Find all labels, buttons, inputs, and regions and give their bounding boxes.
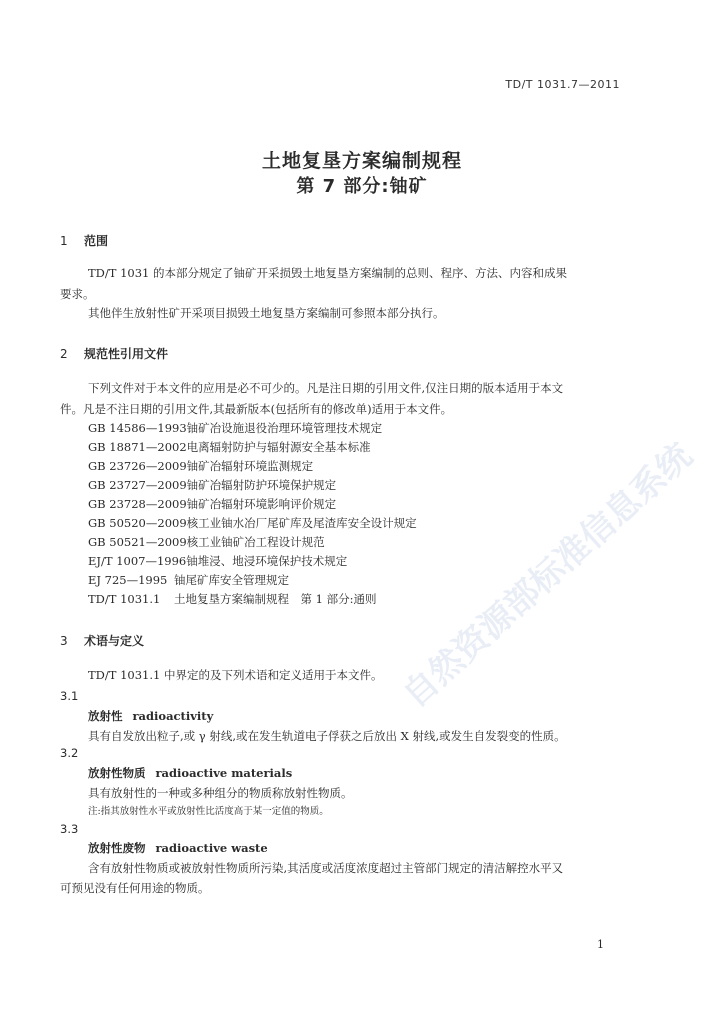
term-definition: 可预见没有任何用途的物质。 xyxy=(60,881,210,895)
section-number: 3 xyxy=(60,634,68,648)
reference-code: GB 23728—2009 xyxy=(88,497,187,511)
reference-title: 铀堆浸、地浸环境保护技术规定 xyxy=(186,554,348,568)
reference-title: 铀矿冶辐射防护环境保护规定 xyxy=(186,478,337,492)
reference-item xyxy=(88,478,336,492)
term-definition: 含有放射性物质或被放射性物质所污染,其活度或活度浓度超过主管部门规定的清洁解控水平又 xyxy=(88,861,564,875)
reference-title: 电离辐射防护与辐射源安全基本标准 xyxy=(186,440,371,454)
term-definition: 具有自发放出粒子,或 γ 射线,或在发生轨道电子俘获之后放出 X 射线,或发生自发裂变的性质。 xyxy=(88,729,566,743)
reference-code: GB 23727—2009 xyxy=(88,478,187,492)
reference-code: EJ/T 1007—1996 xyxy=(88,554,187,568)
paragraph-line: 件。凡是不注日期的引用文件,其最新版本(包括所有的修改单)适用于本文件。 xyxy=(60,402,453,416)
reference-code: GB 50520—2009 xyxy=(88,516,187,530)
reference-item xyxy=(88,573,289,587)
page-number: 1 xyxy=(597,938,604,951)
paragraph-line: 其他伴生放射性矿开采项目损毁土地复垦方案编制可参照本部分执行。 xyxy=(88,306,445,320)
reference-code: EJ 725—1995 xyxy=(88,573,168,587)
reference-code: GB 14586—1993 xyxy=(88,421,187,435)
term-number: 3.1 xyxy=(60,689,79,703)
section-title: 范围 xyxy=(84,234,109,248)
reference-item xyxy=(88,535,325,549)
section-number: 2 xyxy=(60,347,68,361)
reference-title: 核工业铀矿冶工程设计规范 xyxy=(186,535,325,549)
reference-item xyxy=(88,516,417,530)
reference-item xyxy=(88,497,336,511)
paragraph-line: TD/T 1031.1 中界定的及下列术语和定义适用于本文件。 xyxy=(88,668,383,682)
reference-item xyxy=(88,554,347,568)
reference-item xyxy=(88,459,313,473)
paragraph-line: TD/T 1031 的本部分规定了铀矿开采损毁土地复垦方案编制的总则、程序、方法、内容和成果 xyxy=(88,266,568,280)
reference-code: GB 50521—2009 xyxy=(88,535,187,549)
section-number: 1 xyxy=(60,234,68,248)
reference-title: 铀尾矿库安全管理规定 xyxy=(174,573,289,587)
reference-title: 铀矿冶辐射环境监测规定 xyxy=(186,459,314,473)
term-chinese: 放射性 xyxy=(88,709,123,723)
reference-title: 铀矿冶设施退役治理环境管理技术规定 xyxy=(186,421,383,435)
standard-number: TD/T 1031.7—2011 xyxy=(505,78,620,91)
term-heading xyxy=(88,841,268,855)
term-definition: 具有放射性的一种或多种组分的物质称放射性物质。 xyxy=(88,786,353,800)
reference-code: GB 18871—2002 xyxy=(88,440,187,454)
term-chinese: 放射性废物 xyxy=(88,841,146,855)
term-note: 注:指其放射性水平或放射性比活度高于某一定值的物质。 xyxy=(88,806,329,817)
section-heading-2 xyxy=(60,345,168,362)
term-english: radioactive waste xyxy=(155,841,268,855)
term-english: radioactivity xyxy=(132,709,214,723)
term-english: radioactive materials xyxy=(155,766,293,780)
reference-title: 铀矿冶辐射环境影响评价规定 xyxy=(186,497,337,511)
reference-item xyxy=(88,592,377,606)
reference-title: 核工业铀水冶厂尾矿库及尾渣库安全设计规定 xyxy=(186,516,417,530)
term-chinese: 放射性物质 xyxy=(88,766,146,780)
reference-code: TD/T 1031.1 xyxy=(88,592,161,606)
reference-item xyxy=(88,421,382,435)
section-title: 术语与定义 xyxy=(84,634,145,648)
term-number: 3.2 xyxy=(60,746,79,760)
term-heading xyxy=(88,766,292,780)
paragraph-line: 下列文件对于本文件的应用是必不可少的。凡是注日期的引用文件,仅注日期的版本适用于本文 xyxy=(88,381,564,395)
term-heading xyxy=(88,709,213,723)
watermark-text: 自然资源部标准信息系统 xyxy=(395,435,701,716)
section-heading-1 xyxy=(60,232,108,249)
document-subtitle: 第 7 部分:铀矿 xyxy=(296,176,428,197)
document-title: 土地复垦方案编制规程 xyxy=(261,150,462,172)
reference-item xyxy=(88,440,371,454)
section-heading-3 xyxy=(60,632,144,649)
section-title: 规范性引用文件 xyxy=(84,347,169,361)
reference-code: GB 23726—2009 xyxy=(88,459,187,473)
term-number: 3.3 xyxy=(60,822,79,836)
reference-title: 土地复垦方案编制规程 第 1 部分:通则 xyxy=(174,592,377,606)
paragraph-line: 要求。 xyxy=(60,287,95,301)
